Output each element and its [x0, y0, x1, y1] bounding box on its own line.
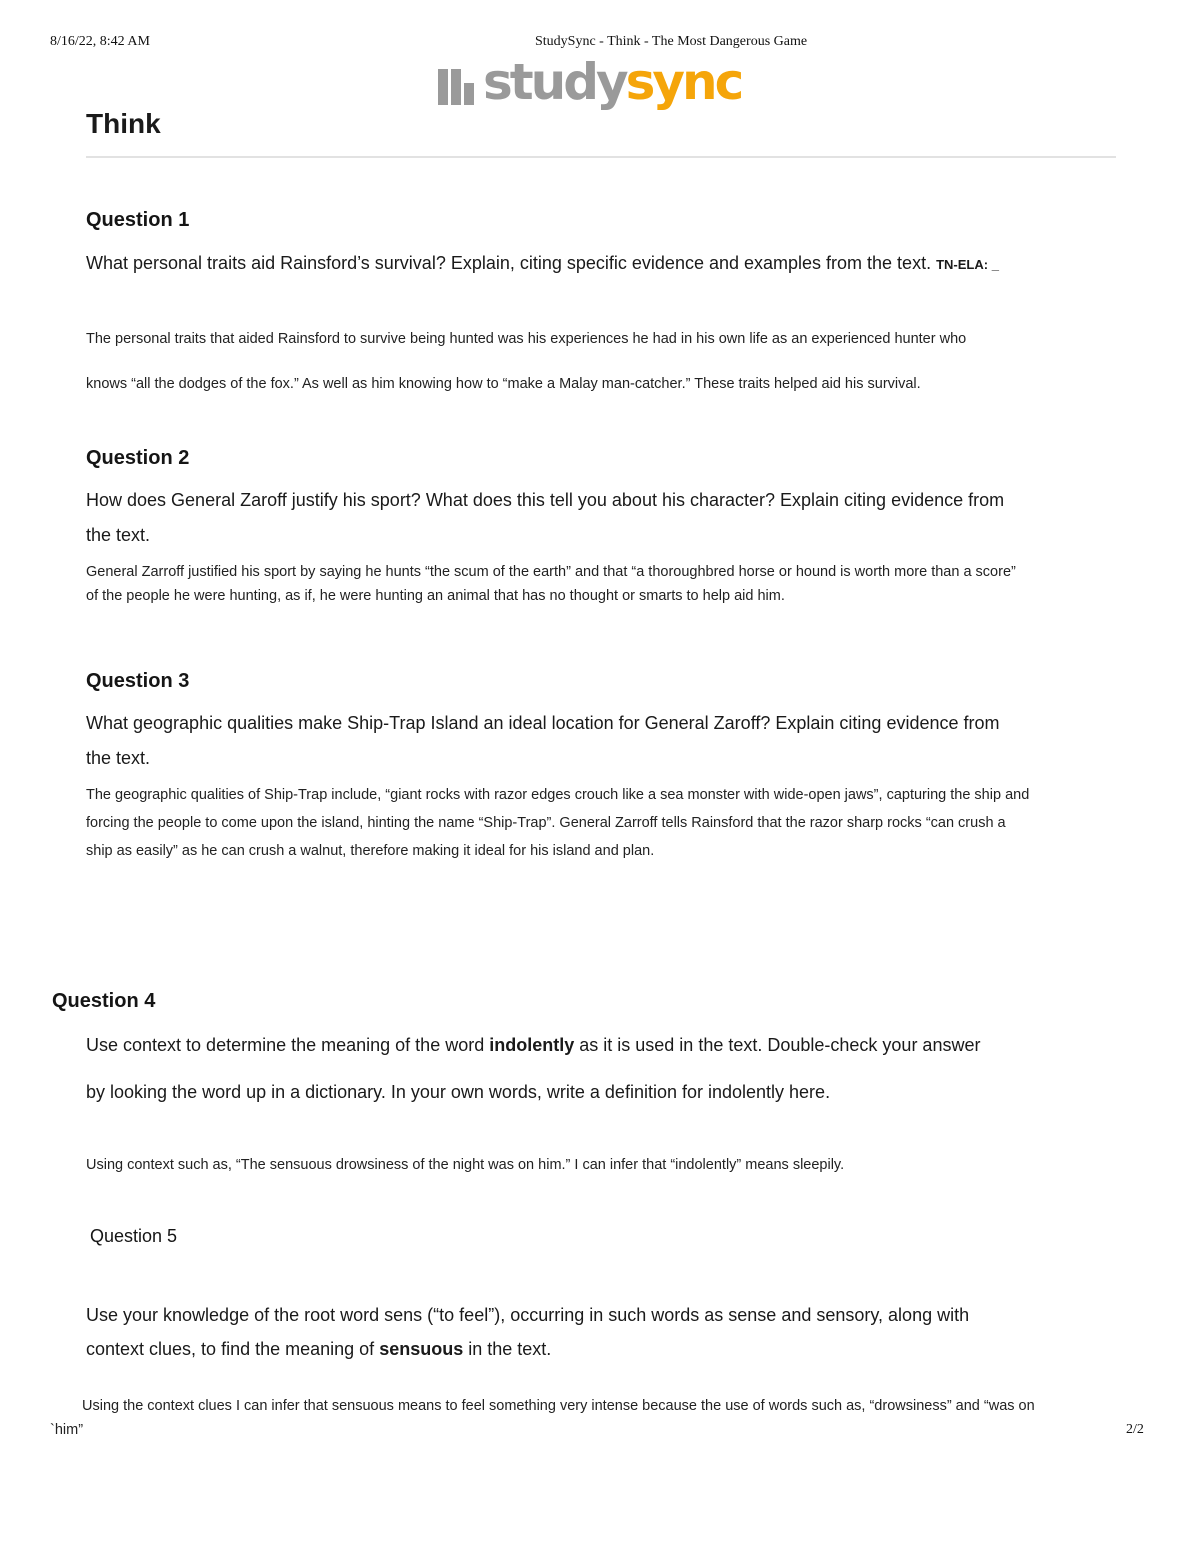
page-number: 2/2: [1126, 1422, 1144, 1437]
question-2-answer-line: of the people he were hunting, as if, he were hunting an animal that has no thought or smarts to help aid him.: [86, 588, 785, 604]
logo-bars-icon: [438, 67, 477, 105]
vocab-word: sensuous: [379, 1339, 464, 1359]
question-5-answer-text: him”: [54, 1422, 84, 1438]
question-3-answer-line: The geographic qualities of Ship-Trap include, “giant rocks with razor edges crouch like a sea monster with wide-open jaws”, capturing the ship and: [86, 787, 1030, 803]
question-1-answer-line: The personal traits that aided Rainsford to survive being hunted was his experiences he had in his own life as an experienced hunter who: [86, 331, 967, 347]
vocab-word: indolently: [489, 1035, 575, 1055]
question-4-prompt-line: [86, 1028, 1126, 1063]
question-2-heading: Question 2: [86, 447, 190, 469]
logo-text-study: study: [483, 53, 626, 111]
question-5-prompt-line: [86, 1332, 1126, 1367]
question-5-answer-line: `him”: [50, 1422, 84, 1438]
question-2-prompt-line: the text.: [86, 525, 151, 545]
question-3-answer-line: ship as easily” as he can crush a walnut, therefore making it ideal for his island and plan.: [86, 843, 655, 859]
section-title: Think: [86, 108, 161, 139]
question-5-prompt-text: context clues, to find the meaning of: [86, 1339, 375, 1359]
question-4-heading: Question 4: [52, 990, 156, 1012]
logo-wordmark: [483, 54, 741, 110]
question-3-answer-line: forcing the people to come upon the island, hinting the name “Ship-Trap”. General Zarroff tells Rainsford that the razor sharp rocks “can crush a: [86, 815, 1006, 831]
question-2-answer-line: General Zarroff justified his sport by saying he hunts “the scum of the earth” and that “a thoroughbred horse or hound is worth more than a score”: [86, 564, 1016, 580]
question-4-prompt-text: Use context to determine the meaning of the word: [86, 1035, 485, 1055]
question-1-prompt-text: What personal traits aid Rainsford’s survival? Explain, citing specific evidence and examples from the text.: [86, 253, 932, 273]
studysync-logo: [438, 54, 741, 110]
logo-text-sync: sync: [625, 53, 742, 111]
question-4-prompt-line: by looking the word up in a dictionary. In your own words, write a definition for indolently here.: [86, 1082, 831, 1102]
question-1-heading: Question 1: [86, 209, 190, 231]
question-1-prompt: What personal traits aid Rainsford’s survival? Explain, citing specific evidence and examples from the text. TN-ELA: _: [86, 253, 999, 273]
question-3-prompt-line: the text.: [86, 748, 151, 768]
question-3-heading: Question 3: [86, 670, 190, 692]
print-page-title: StudySync - Think - The Most Dangerous Game: [535, 34, 808, 49]
question-4-answer: Using context such as, “The sensuous drowsiness of the night was on him.” I can infer that “indolently” means sleepily.: [86, 1157, 845, 1173]
question-3-prompt-line: What geographic qualities make Ship-Trap Island an ideal location for General Zaroff? Explain citing evidence from: [86, 713, 1000, 733]
title-divider: [86, 156, 1116, 158]
standard-tag: TN-ELA:: [936, 257, 989, 272]
question-5-answer-line: Using the context clues I can infer that sensuous means to feel something very intense because the use of words such as, “drowsiness” and “was on: [82, 1398, 1035, 1414]
question-4-prompt-text: as it is used in the text. Double-check your answer: [579, 1035, 981, 1055]
question-5-prompt-line: Use your knowledge of the root word sens (“to feel”), occurring in such words as sense and sensory, along with: [86, 1305, 970, 1325]
question-2-prompt-line: How does General Zaroff justify his sport? What does this tell you about his character? Explain citing evidence from: [86, 490, 1005, 510]
question-1-answer-line: knows “all the dodges of the fox.” As well as him knowing how to “make a Malay man-catcher.” These traits helped aid his survival.: [86, 376, 921, 392]
question-5-heading: Question 5: [90, 1226, 178, 1246]
question-5-prompt-text: in the text.: [468, 1339, 552, 1359]
print-date: 8/16/22, 8:42 AM: [50, 34, 150, 49]
